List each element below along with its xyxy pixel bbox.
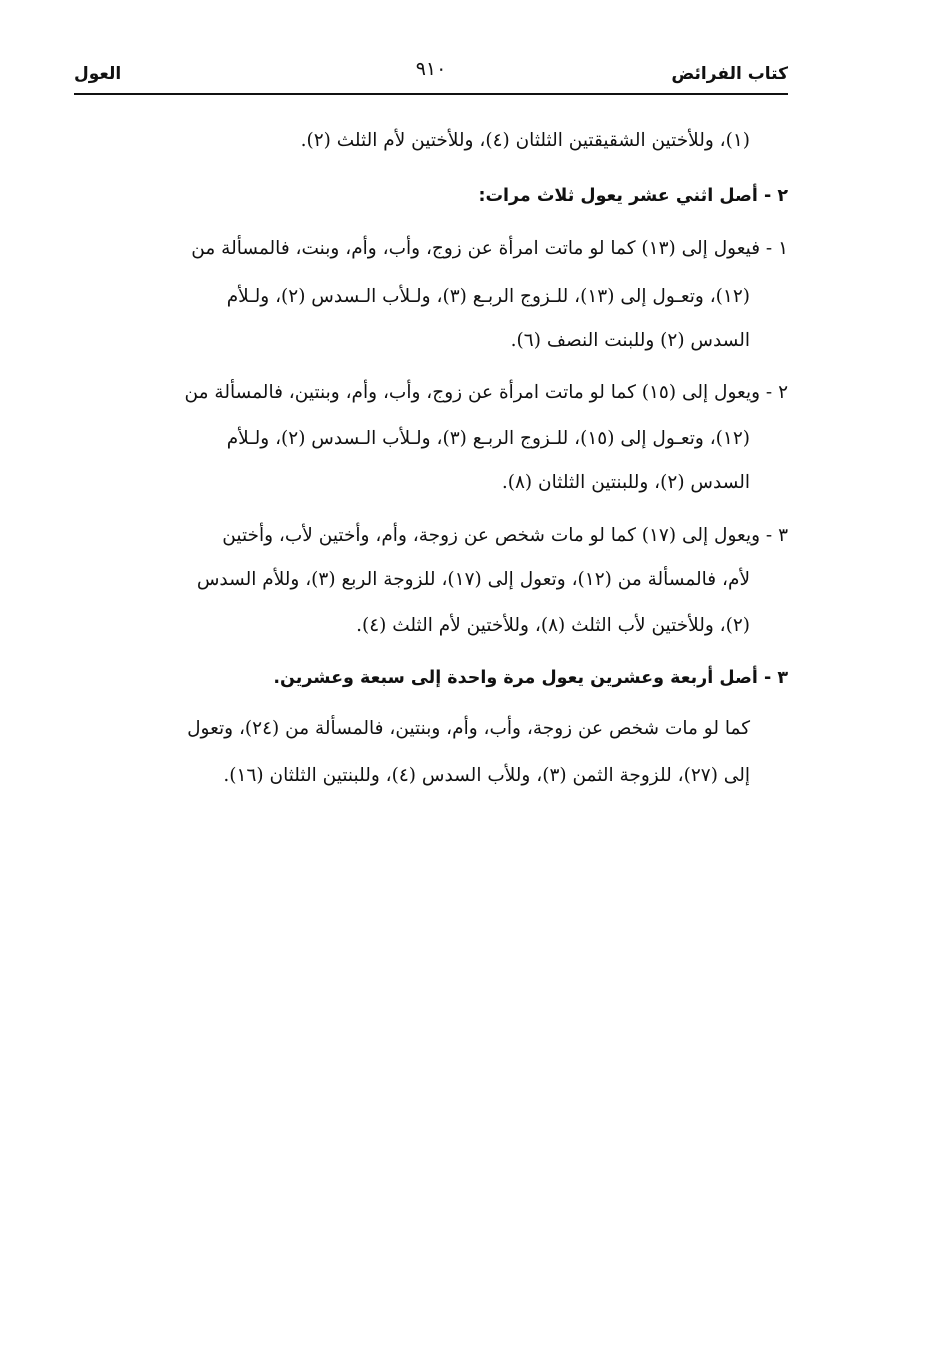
text-line: (١٢)، وتعـول إلى (١٥)، للـزوج الربـع (٣)، ولـلأب الـسدس (٢)، ولـلأم — [226, 428, 750, 449]
text-line: ٣ - ويعول إلى (١٧) كما لو مات شخص عن زوجة، وأم، وأختين لأب، وأختين — [222, 525, 788, 546]
book-title: كتاب الفرائض — [671, 64, 788, 84]
page-number: ٩١٠ — [415, 58, 447, 80]
text-line: (٢)، وللأختين لأب الثلث (٨)، وللأختين لأم الثلث (٤). — [356, 615, 750, 636]
section-heading-3: ٣ - أصل أربعة وعشرين يعول مرة واحدة إلى سبعة وعشرين. — [273, 668, 788, 688]
page-body — [76, 0, 788, 1365]
text-line: السدس (٢)، وللبنتين الثلثان (٨). — [501, 472, 750, 493]
text-line: ١ - فيعول إلى (١٣) كما لو ماتت امرأة عن زوج، وأب، وأم، وبنت، فالمسألة من — [191, 238, 788, 259]
chapter-title: العول — [74, 64, 122, 84]
text-line: كما لو مات شخص عن زوجة، وأب، وأم، وبنتين، فالمسألة من (٢٤)، وتعول — [187, 718, 750, 739]
text-line: لأم، فالمسألة من (١٢)، وتعول إلى (١٧)، للزوجة الربع (٣)، وللأم السدس — [196, 569, 750, 590]
section-heading-2: ٢ - أصل اثني عشر يعول ثلاث مرات: — [478, 186, 788, 206]
text-line: (١٢)، وتعـول إلى (١٣)، للـزوج الربـع (٣)، ولـلأب الـسدس (٢)، ولـلأم — [226, 286, 750, 307]
text-line: (١)، وللأختين الشقيقتين الثلثان (٤)، وللأختين لأم الثلث (٢). — [300, 130, 750, 151]
text-line: إلى (٢٧)، للزوجة الثمن (٣)، وللأب السدس (٤)، وللبنتين الثلثان (١٦). — [223, 765, 750, 786]
text-line: السدس (٢) وللبنت النصف (٦). — [510, 330, 750, 351]
text-line: ٢ - ويعول إلى (١٥) كما لو ماتت امرأة عن زوج، وأب، وأم، وبنتين، فالمسألة من — [184, 382, 788, 403]
